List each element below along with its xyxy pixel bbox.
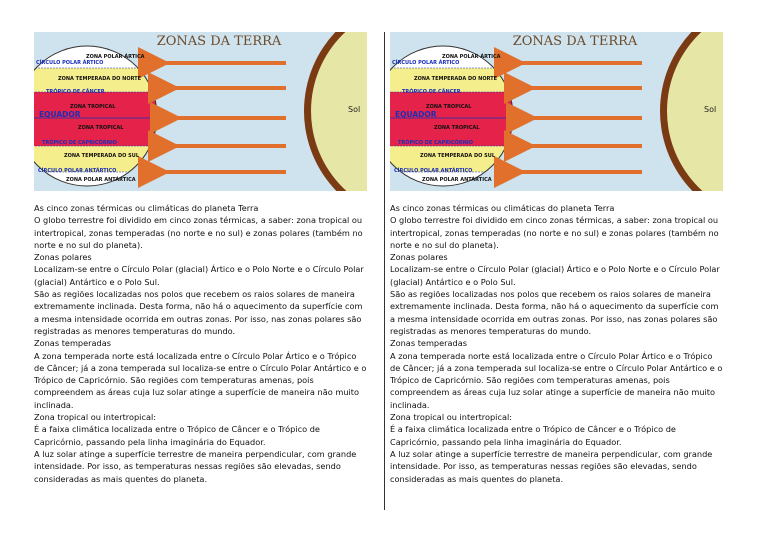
zone-label-tropical-1: ZONA TROPICAL <box>70 104 116 110</box>
text-subheading: Zonas temperadas <box>390 338 468 349</box>
zone-label-circulo-polar-artico: CÍRCULO POLAR ÁRTICO <box>392 60 460 66</box>
sun-label: Sol <box>348 105 361 114</box>
text-subheading: Zona tropical ou intertropical: <box>390 412 513 423</box>
zone-label-temperada-norte: ZONA TEMPERADA DO NORTE <box>414 76 498 82</box>
text-paragraph: A zona temperada norte está localizada entre o Círculo Polar Ártico e o Trópico de Câncer; já a zona temperada sul localiza-se entre o Círculo Polar Antártico e o Trópico de Capricórnio. São regiões com temperaturas amenas, pois compreendem as áreas cuja luz solar atinge a superfície de maneira não muito inclinada. <box>34 350 367 410</box>
left-column <box>34 32 367 485</box>
zones-text <box>390 202 723 485</box>
earth-zones-figure <box>34 32 367 191</box>
zone-label-equador: EQUADOR <box>39 110 81 119</box>
text-paragraph: Localizam-se entre o Círculo Polar (glacial) Ártico e o Polo Norte e o Círculo Polar (glacial) Antártico e o Polo Sul. <box>390 264 720 287</box>
text-subheading: Zonas polares <box>34 252 92 263</box>
zone-label-tropical-2: ZONA TROPICAL <box>78 125 124 131</box>
zone-label-circulo-polar-antartico: CÍRCULO POLAR ANTÁRTICO <box>394 168 473 174</box>
text-paragraph: São as regiões localizadas nos polos que recebem os raios solares de maneira extremamente inclinada. Desta forma, não há o aquecimento da superfície com a mesma intensidade ocorrida em outras zonas. Por isso, nas zonas polares são registradas as menores temperaturas do mundo. <box>390 289 719 336</box>
zone-label-polar-antartica: ZONA POLAR ANTÁRTICA <box>66 177 136 183</box>
zone-label-circulo-polar-antartico: CÍRCULO POLAR ANTÁRTICO <box>38 168 117 174</box>
earth-zones-figure <box>390 32 723 191</box>
text-paragraph: São as regiões localizadas nos polos que recebem os raios solares de maneira extremamente inclinada. Desta forma, não há o aquecimento da superfície com a mesma intensidade ocorrida em outras zonas. Por isso, nas zonas polares são registradas as menores temperaturas do mundo. <box>34 289 363 336</box>
zone-label-temperada-sul: ZONA TEMPERADA DO SUL <box>64 153 140 159</box>
text-paragraph: A zona temperada norte está localizada entre o Círculo Polar Ártico e o Trópico de Câncer; já a zona temperada sul localiza-se entre o Círculo Polar Antártico e o Trópico de Capricórnio. São regiões com temperaturas amenas, pois compreendem as áreas cuja luz solar atinge a superfície de maneira não muito inclinada. <box>390 350 723 410</box>
text-paragraph: O globo terrestre foi dividido em cinco zonas térmicas, a saber: zona tropical ou intertropical, zonas temperadas (no norte e no sul) e zonas polares (também no norte e no sul do planeta). <box>390 215 719 250</box>
text-subheading: Zonas temperadas <box>34 338 112 349</box>
zone-label-tropical-2: ZONA TROPICAL <box>434 125 480 131</box>
zone-label-polar-antartica: ZONA POLAR ANTÁRTICA <box>422 177 492 183</box>
text-subheading: Zona tropical ou intertropical: <box>34 412 157 423</box>
zone-label-equador: EQUADOR <box>395 110 437 119</box>
text-paragraph: É a faixa climática localizada entre o Trópico de Câncer e o Trópico de Capricórnio, passando pela linha imaginária do Equador. <box>390 424 676 447</box>
zone-label-circulo-polar-artico: CÍRCULO POLAR ÁRTICO <box>36 60 104 66</box>
zone-label-tropico-cancer: TRÓPICO DE CÂNCER <box>402 89 461 95</box>
zones-text <box>34 202 367 485</box>
text-heading: As cinco zonas térmicas ou climáticas do planeta Terra <box>34 203 259 213</box>
figure-title: ZONAS DA TERRA <box>512 34 638 49</box>
zone-label-tropico-capricornio: TRÓPICO DE CAPRICÓRNIO <box>42 140 117 146</box>
zone-label-polar-artica: ZONA POLAR ÁRTICA <box>442 54 501 60</box>
text-paragraph: A luz solar atinge a superfície terrestre de maneira perpendicular, com grande intensidade. Por isso, as temperaturas nessas regiões são elevadas, sendo consideradas as mais quentes do planeta. <box>390 448 713 484</box>
zone-label-temperada-sul: ZONA TEMPERADA DO SUL <box>420 153 496 159</box>
right-column <box>390 32 723 485</box>
zone-label-polar-artica: ZONA POLAR ÁRTICA <box>86 54 145 60</box>
sun-label: Sol <box>704 105 717 114</box>
zone-label-tropical-1: ZONA TROPICAL <box>426 104 472 110</box>
zone-label-tropico-cancer: TRÓPICO DE CÂNCER <box>46 89 105 95</box>
zone-label-tropico-capricornio: TRÓPICO DE CAPRICÓRNIO <box>398 140 473 146</box>
text-subheading: Zonas polares <box>390 252 448 263</box>
text-heading: As cinco zonas térmicas ou climáticas do planeta Terra <box>390 203 615 213</box>
text-paragraph: A luz solar atinge a superfície terrestre de maneira perpendicular, com grande intensidade. Por isso, as temperaturas nessas regiões são elevadas, sendo consideradas as mais quentes do planeta. <box>34 448 357 484</box>
figure-title: ZONAS DA TERRA <box>156 34 282 49</box>
text-paragraph: O globo terrestre foi dividido em cinco zonas térmicas, a saber: zona tropical ou intertropical, zonas temperadas (no norte e no sul) e zonas polares (também no norte e no sul do planeta). <box>34 215 363 250</box>
zone-label-temperada-norte: ZONA TEMPERADA DO NORTE <box>58 76 142 82</box>
text-paragraph: Localizam-se entre o Círculo Polar (glacial) Ártico e o Polo Norte e o Círculo Polar (glacial) Antártico e o Polo Sul. <box>34 264 364 287</box>
text-paragraph: É a faixa climática localizada entre o Trópico de Câncer e o Trópico de Capricórnio, passando pela linha imaginária do Equador. <box>34 424 320 447</box>
page-divider <box>384 32 385 510</box>
